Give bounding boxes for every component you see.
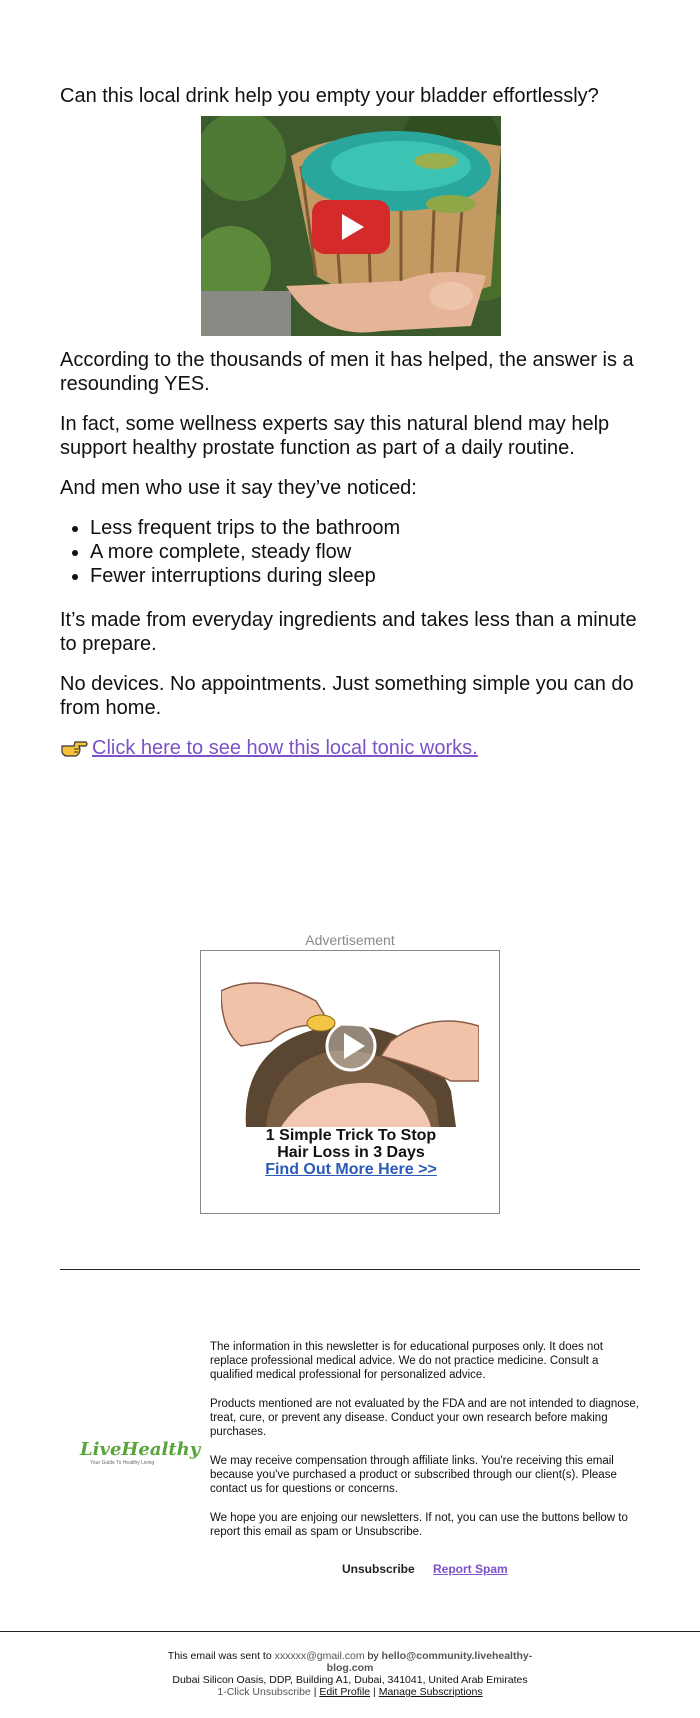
disclaimer-paragraph: The information in this newsletter is for educational purposes only. It does not replace professional medical advice. We do not practice medicine. Consult a qualified medical professional for personalized advice. bbox=[210, 1341, 603, 1381]
benefits-list bbox=[90, 516, 642, 588]
ad-image bbox=[221, 971, 479, 1127]
pointing-hand-icon bbox=[60, 737, 88, 759]
disclaimer-paragraph: We hope you are enjoing our newsletters. If not, you can use the buttons bellow to report this email as spam or Unsubscribe. bbox=[210, 1512, 628, 1538]
list-item: • A more complete, steady flow bbox=[90, 540, 642, 564]
footer-divider bbox=[0, 1631, 700, 1632]
article-headline: Can this local drink help you empty your bladder effortlessly? bbox=[60, 85, 599, 107]
logo-tagline: Your Guide To Healthy Living bbox=[90, 1460, 155, 1466]
postal-address: Dubai Silicon Oasis, DDP, Building A1, Dubai, 341041, United Arab Emirates bbox=[172, 1674, 528, 1686]
separator: | bbox=[373, 1686, 376, 1698]
edit-profile-link[interactable]: Edit Profile bbox=[319, 1686, 371, 1698]
email-footer bbox=[0, 1650, 700, 1698]
logo-part: Healthy bbox=[121, 1439, 201, 1460]
ad-cta-link[interactable]: Find Out More Here >> bbox=[265, 1161, 437, 1178]
unsubscribe-button[interactable]: Unsubscribe bbox=[342, 1562, 415, 1576]
article-paragraph: And men who use it say they’ve noticed: bbox=[60, 477, 417, 499]
logo-part: Live bbox=[80, 1439, 122, 1460]
article-paragraph: In fact, some wellness experts say this natural blend may help support healthy prostate function as part of a daily routine. bbox=[60, 413, 610, 459]
advertisement-banner[interactable] bbox=[200, 950, 500, 1214]
cta-link[interactable]: Click here to see how this local tonic works. bbox=[92, 737, 478, 759]
ad-title-line: 1 Simple Trick To Stop bbox=[265, 1127, 437, 1144]
play-button-icon[interactable] bbox=[312, 200, 390, 254]
disclaimer-paragraph: Products mentioned are not evaluated by the FDA and are not intended to diagnose, treat, cure, or prevent any disease. Conduct your own research before making purchases. bbox=[210, 1398, 639, 1438]
one-click-unsubscribe-link[interactable]: 1-Click Unsubscribe bbox=[217, 1686, 311, 1698]
manage-subscriptions-link[interactable]: Manage Subscriptions bbox=[378, 1686, 483, 1698]
video-thumbnail[interactable] bbox=[201, 116, 501, 336]
brand-logo bbox=[80, 1439, 201, 1474]
sent-to-label: This email was sent to bbox=[167, 1650, 272, 1662]
by-label: by bbox=[367, 1650, 379, 1662]
ad-title-line: Hair Loss in 3 Days bbox=[277, 1144, 425, 1161]
sent-to-line bbox=[0, 1650, 700, 1662]
sender-email: hello@community.livehealthy- bbox=[381, 1650, 533, 1662]
footer-links bbox=[0, 1686, 700, 1698]
section-divider bbox=[60, 1269, 640, 1270]
article-paragraph: According to the thousands of men it has helped, the answer is a resounding YES. bbox=[60, 349, 634, 395]
list-item: • Less frequent trips to the bathroom bbox=[90, 516, 642, 540]
advertisement-label: Advertisement bbox=[305, 932, 395, 948]
recipient-email: xxxxxx@gmail.com bbox=[274, 1650, 365, 1662]
logo-wordmark bbox=[80, 1439, 201, 1460]
article-body bbox=[60, 84, 642, 760]
list-item: • Fewer interruptions during sleep bbox=[90, 564, 642, 588]
ad-title bbox=[201, 1127, 501, 1161]
disclaimer bbox=[210, 1340, 640, 1554]
article-paragraph: It’s made from everyday ingredients and takes less than a minute to prepare. bbox=[60, 609, 637, 655]
report-spam-link[interactable]: Report Spam bbox=[433, 1562, 508, 1576]
article-paragraph: No devices. No appointments. Just something simple you can do from home. bbox=[60, 673, 634, 719]
cta-row bbox=[60, 736, 642, 760]
sender-email-cont: blog.com bbox=[326, 1662, 374, 1674]
disclaimer-paragraph: We may receive compensation through affiliate links. You're receiving this email because you've purchased a product or subscribed through our client(s). Please contact us for questions or concerns. bbox=[210, 1455, 617, 1495]
separator: | bbox=[313, 1686, 317, 1698]
